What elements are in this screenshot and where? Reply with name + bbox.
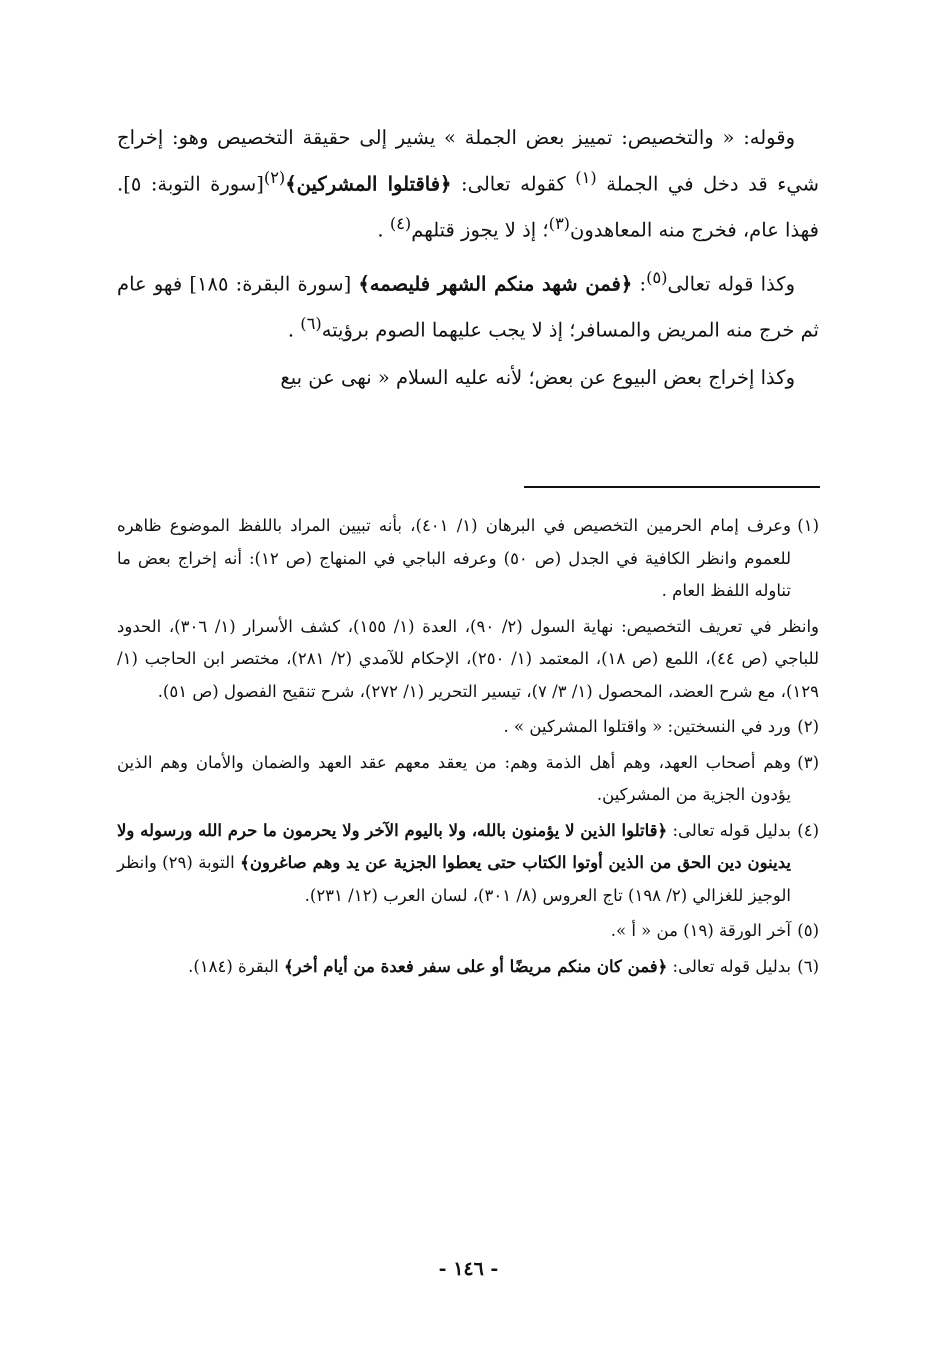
footnote-ref-2: (٢) <box>263 167 286 187</box>
fn4-text-b: التوبة (٢٩) وانظر الوجيز للغزالي (٢/ ١٩٨) تاج العروس (٨/ ٣٠١)، لسان العرب (١٢/ ٢٣١). <box>117 853 791 905</box>
p1-text-b: كقوله تعالى: <box>451 172 576 195</box>
p2-text-c: [سورة البقرة: ١٨٥] فهو عام ثم خرج منه المريض والمسافر؛ إذ لا يجب عليهما الصوم برؤيته <box>117 272 819 341</box>
page-number: - ١٤٦ - <box>438 1258 499 1280</box>
footnote-5 <box>117 915 819 948</box>
footnote-text <box>117 951 791 984</box>
footnote-ref-4: (٤) <box>389 213 412 233</box>
p1-text-d: ؛ إذ لا يجوز قتلهم <box>411 218 549 241</box>
p2-text-b: : <box>632 272 647 295</box>
fn6-text-b: البقرة (١٨٤). <box>188 956 284 976</box>
quran-quote-tawbah-29: ﴿قاتلوا الذين لا يؤمنون بالله، ولا باليوم الآخر ولا يحرمون ما حرم الله ورسوله ولا يدينون دين الحق من الذين أوتوا الكتاب حتى يعطوا الجزية عن يد وهم صاغرون﴾ <box>117 820 791 872</box>
footnotes <box>117 510 819 986</box>
p1-text-c: [سورة التوبة: ٥]. فهذا عام، فخرج منه المعاهدون <box>117 172 819 241</box>
footnote-1-continuation: وانظر في تعريف التخصيص: نهاية السول (٢/ ٩٠)، العدة (١/ ١٥٥)، كشف الأسرار (١/ ٣٠٦)، الحدود للباجي (ص ٤٤)، اللمع (ص ١٨)، المعتمد (١/ ٢٥٠)، الإحكام للآمدي (٢/ ٢٨١)، مختصر ابن الحاجب (١/ ١٢٩)، مع شرح العضد، المحصول (١/ ٣/ ٧)، تيسير التحرير (١/ ٢٧٢)، شرح تنقيح الفصول (ص ٥١). <box>117 616 819 701</box>
footnote-1 <box>117 510 819 608</box>
fn6-text-a: بدليل قوله تعالى: <box>667 956 791 976</box>
footnote-text: ورد في النسختين: « واقتلوا المشركين » . <box>503 717 791 736</box>
fn4-text-a: بدليل قوله تعالى: <box>667 820 791 840</box>
footnote-text: آخر الورقة (١٩) من « أ ». <box>610 921 791 940</box>
footnote-text <box>117 815 791 913</box>
paragraph-1 <box>117 118 819 250</box>
footnote-ref-3: (٣) <box>548 213 571 233</box>
footnote-6 <box>117 951 819 984</box>
p1-text-a: وقوله: « والتخصيص: تمييز بعض الجملة » يشير إلى حقيقة التخصيص وهو: إخراج شيء قد دخل في الجملة <box>117 126 819 195</box>
footnote-divider <box>524 486 820 488</box>
p1-text-e: . <box>377 218 390 241</box>
footnote-3 <box>117 747 819 812</box>
p2-text-a: وكذا قوله تعالى <box>667 272 795 295</box>
footnote-2 <box>117 711 819 744</box>
paragraph-2 <box>117 258 819 350</box>
paragraph-3: وكذا إخراج بعض البيوع عن بعض؛ لأنه عليه السلام « نهى عن بيع <box>280 365 795 389</box>
footnote-ref-1: (١) <box>575 167 597 187</box>
footnote-number: (٢) <box>797 717 819 736</box>
footnote-number: (٣) <box>797 752 819 772</box>
p2-text-d: . <box>287 318 301 341</box>
quran-quote-tawbah: ﴿فاقتلوا المشركين﴾ <box>285 172 452 195</box>
footnote-number: (٤) <box>797 820 819 840</box>
quran-quote-baqarah-184: ﴿فمن كان منكم مريضًا أو على سفر فعدة من أيام أخر﴾ <box>284 956 668 976</box>
footnote-ref-5: (٥) <box>646 267 668 287</box>
main-text <box>117 118 819 397</box>
quran-quote-baqarah: ﴿فمن شهد منكم الشهر فليصمه﴾ <box>358 272 633 295</box>
footnote-number: (٦) <box>797 956 819 976</box>
footnote-text: وعرف إمام الحرمين التخصيص في البرهان (١/ ٤٠١)، بأنه تبيين المراد باللفظ الموضوع ظاهره للعموم وانظر الكافية في الجدل (ص ٥٠) وعرفه الباجي في المنهاج (ص ١٢): أنه إخراج بعض ما تناوله اللفظ العام . <box>117 516 791 600</box>
footnote-ref-6: (٦) <box>300 313 322 333</box>
footnote-4 <box>117 815 819 913</box>
footnote-text: وهم أصحاب العهد، وهم أهل الذمة وهم: من يعقد معهم عقد العهد والضمان والأمان وهم الذين يؤدون الجزية من المشركين. <box>117 752 791 804</box>
footnote-number: (١) <box>797 516 819 535</box>
footnote-number: (٥) <box>797 921 819 940</box>
